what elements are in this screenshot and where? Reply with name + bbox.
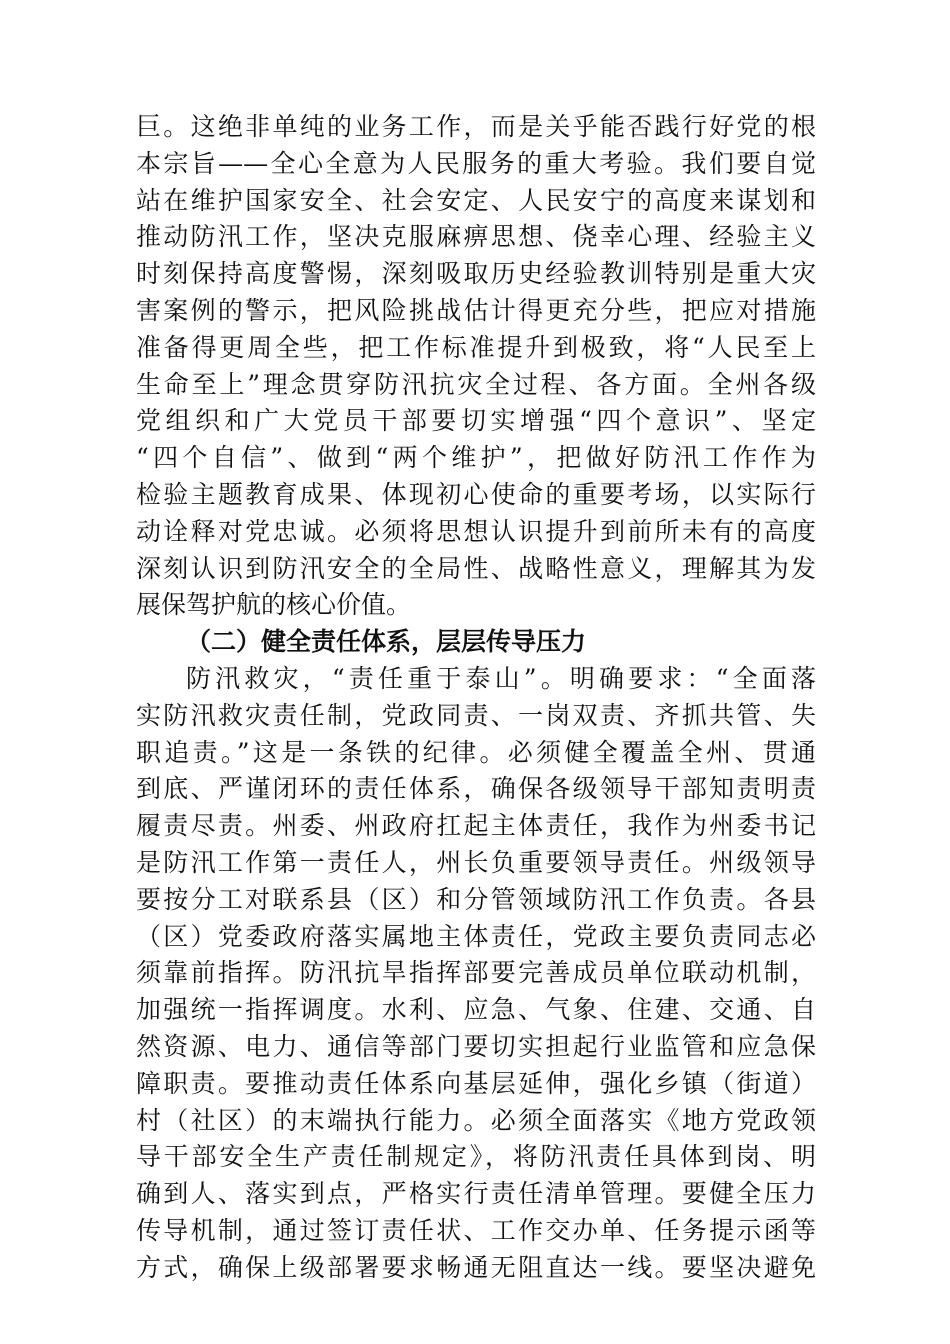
text-line: 到底、严谨闭环的责任体系，确保各级领导干部知责明责 xyxy=(136,774,816,804)
text-line: 防汛救灾，“责任重于泰山”。明确要求：“全面落 xyxy=(186,663,816,693)
text-line: 村（社区）的末端执行能力。必须全面落实《地方党政领 xyxy=(136,1105,816,1135)
text-line: 职追责。”这是一条铁的纪律。必须健全覆盖全州、贯通 xyxy=(136,737,816,767)
text-line: 动诠释对党忠诚。必须将思想认识提升到前所未有的高度 xyxy=(136,516,816,546)
text-line: 展保驾护航的核心价值。 xyxy=(136,590,412,620)
text-line: 深刻认识到防汛安全的全局性、战略性意义，理解其为发 xyxy=(136,553,816,583)
text-line: 然资源、电力、通信等部门要切实担起行业监管和应急保 xyxy=(136,1031,816,1061)
text-line: 站在维护国家安全、社会安定、人民安宁的高度来谋划和 xyxy=(136,185,816,215)
text-line: 党组织和广大党员干部要切实增强“四个意识”、坚定 xyxy=(136,406,816,436)
text-line: 障职责。要推动责任体系向基层延伸，强化乡镇（街道） xyxy=(136,1068,816,1098)
text-line: 推动防汛工作，坚决克服麻痹思想、侥幸心理、经验主义 xyxy=(136,222,816,252)
text-line: 时刻保持高度警惕，深刻吸取历史经验教训特别是重大灾 xyxy=(136,259,816,289)
text-line: 巨。这绝非单纯的业务工作，而是关乎能否践行好党的根 xyxy=(136,112,816,141)
text-line: 准备得更周全些，把工作标准提升到极致，将“人民至上 xyxy=(136,332,816,362)
text-line: 害案例的警示，把风险挑战估计得更充分些，把应对措施 xyxy=(136,295,816,325)
text-line: 本宗旨——全心全意为人民服务的重大考验。我们要自觉 xyxy=(136,148,816,178)
text-line: 要按分工对联系县（区）和分管领域防汛工作负责。各县 xyxy=(136,884,816,914)
text-line: （区）党委政府落实属地主体责任，党政主要负责同志必 xyxy=(136,921,816,951)
text-line: 实防汛救灾责任制，党政同责、一岗双责、齐抓共管、失 xyxy=(136,700,816,730)
text-line: 履责尽责。州委、州政府扛起主体责任，我作为州委书记 xyxy=(136,811,816,841)
section-heading: （二）健全责任体系，层层传导压力 xyxy=(186,627,587,657)
document-page xyxy=(136,109,816,1282)
text-line: 须靠前指挥。防汛抗旱指挥部要完善成员单位联动机制， xyxy=(136,958,816,988)
text-line: 检验主题教育成果、体现初心使命的重要考场，以实际行 xyxy=(136,479,816,509)
text-line: 是防汛工作第一责任人，州长负重要领导责任。州级领导 xyxy=(136,847,816,877)
text-line: 生命至上”理念贯穿防汛抗灾全过程、各方面。全州各级 xyxy=(136,369,816,399)
text-line: 传导机制，通过签订责任状、工作交办单、任务提示函等 xyxy=(136,1215,816,1245)
text-line: 方式，确保上级部署要求畅通无阻直达一线。要坚决避免 xyxy=(136,1252,816,1282)
text-line: 导干部安全生产责任制规定》，将防汛责任具体到岗、明 xyxy=(136,1142,816,1172)
text-line: “四个自信”、做到“两个维护”，把做好防汛工作作为 xyxy=(136,443,816,473)
text-line: 加强统一指挥调度。水利、应急、气象、住建、交通、自 xyxy=(136,995,816,1025)
text-line: 确到人、落实到点，严格实行责任清单管理。要健全压力 xyxy=(136,1179,816,1209)
